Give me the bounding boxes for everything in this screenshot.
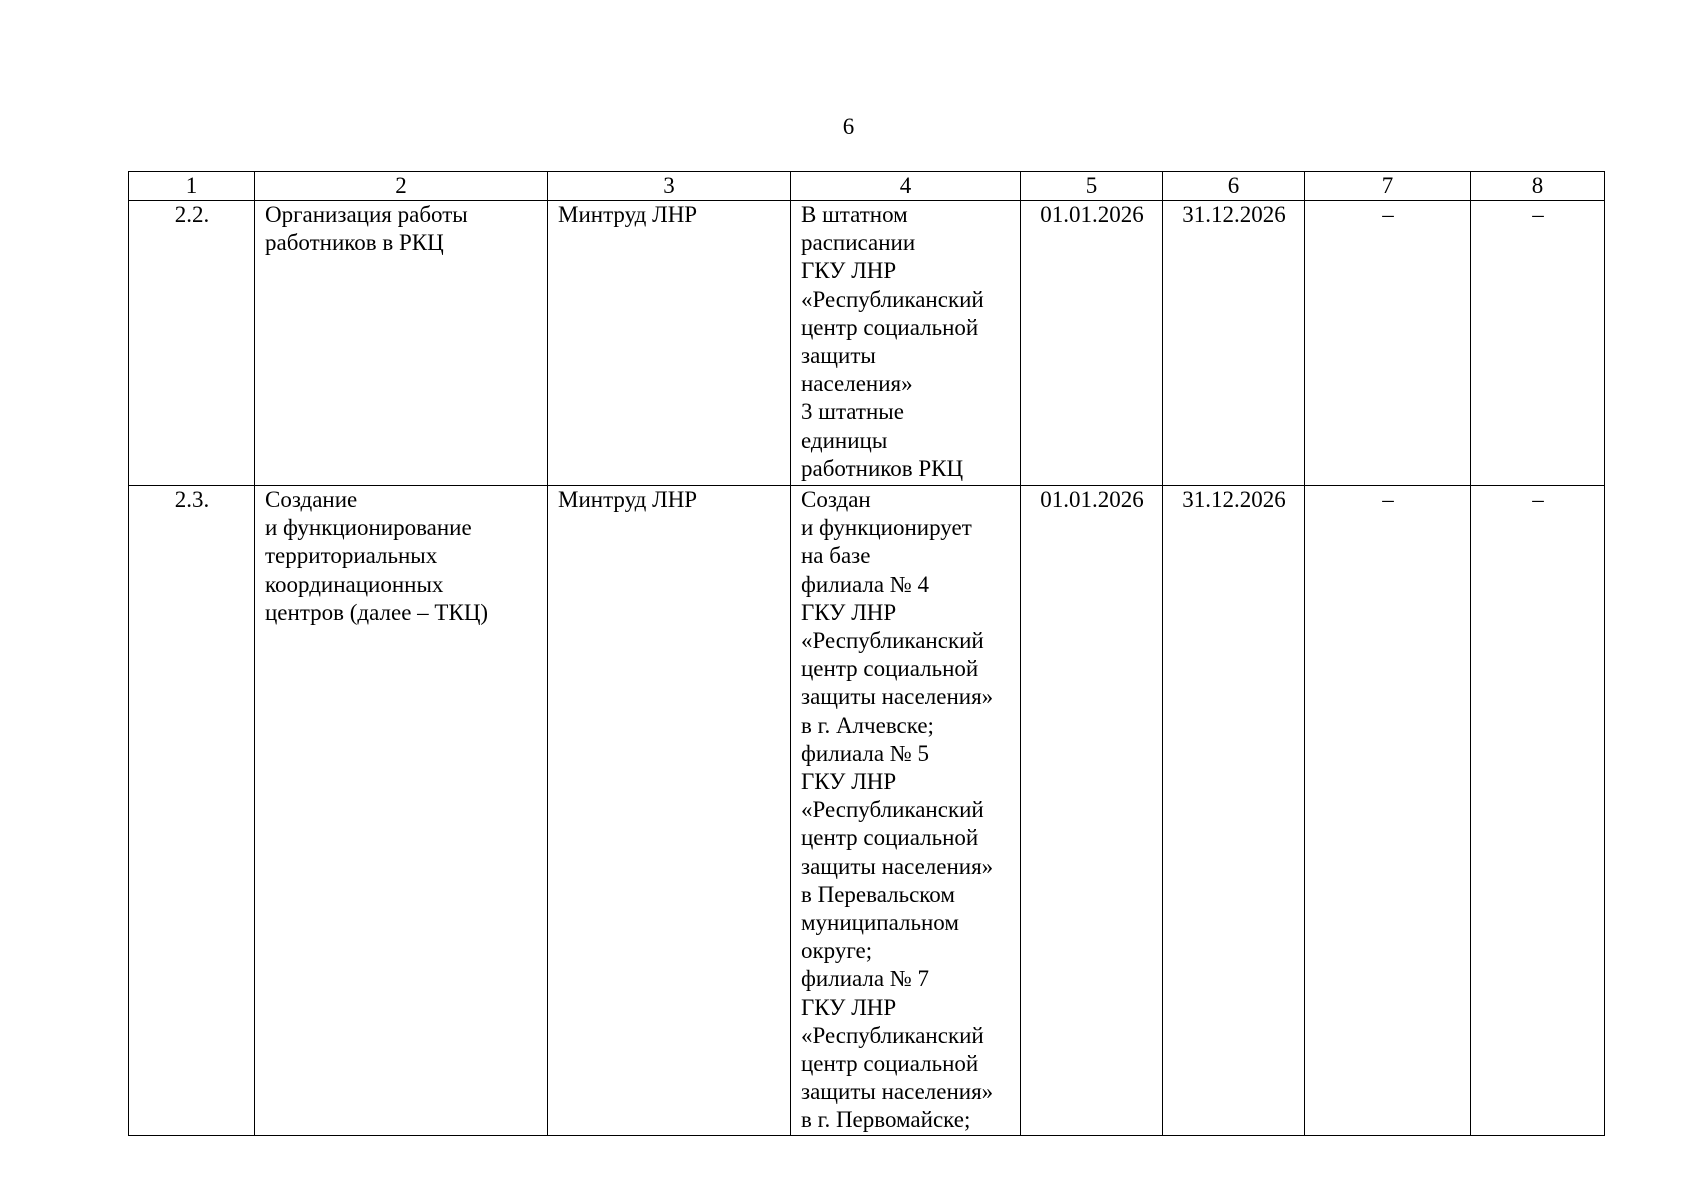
header-cell-7: 7 [1305, 172, 1471, 201]
table-row [129, 201, 1605, 486]
header-cell-3: 3 [548, 172, 791, 201]
header-cell-2: 2 [255, 172, 548, 201]
start-date: 01.01.2026 [1021, 201, 1163, 486]
header-cell-4: 4 [791, 172, 1021, 201]
header-cell-5: 5 [1021, 172, 1163, 201]
expected-result: В штатном расписании ГКУ ЛНР «Республиканский центр социальной защиты населения» 3 штатные единицы работников РКЦ [791, 201, 1021, 486]
measure-name: Организация работы работников в РКЦ [255, 201, 548, 486]
end-date: 31.12.2026 [1163, 201, 1305, 486]
executor: Минтруд ЛНР [548, 201, 791, 486]
measure-name: Создание и функционирование территориальных координационных центров (далее – ТКЦ) [255, 486, 548, 1136]
expected-result: Создан и функционирует на базе филиала № 4 ГКУ ЛНР «Республиканский центр социальной защиты населения» в г. Алчевске; филиала № 5 ГКУ ЛНР «Республиканский центр социальной защиты населения» в Перевальском муниципальном округе; филиала № 7 ГКУ ЛНР «Республиканский центр социальной защиты населения» в г. Первомайске; [791, 486, 1021, 1136]
executor: Минтруд ЛНР [548, 486, 791, 1136]
end-date: 31.12.2026 [1163, 486, 1305, 1136]
header-cell-1: 1 [129, 172, 255, 201]
header-cell-6: 6 [1163, 172, 1305, 201]
row-number: 2.2. [129, 201, 255, 486]
column-8-value: – [1471, 486, 1605, 1136]
row-number: 2.3. [129, 486, 255, 1136]
page-number: 6 [842, 114, 855, 139]
measures-table [128, 171, 1605, 1136]
column-7-value: – [1305, 486, 1471, 1136]
column-7-value: – [1305, 201, 1471, 486]
header-cell-8: 8 [1471, 172, 1605, 201]
column-8-value: – [1471, 201, 1605, 486]
table-row [129, 486, 1605, 1136]
table-header-row [129, 172, 1605, 201]
start-date: 01.01.2026 [1021, 486, 1163, 1136]
